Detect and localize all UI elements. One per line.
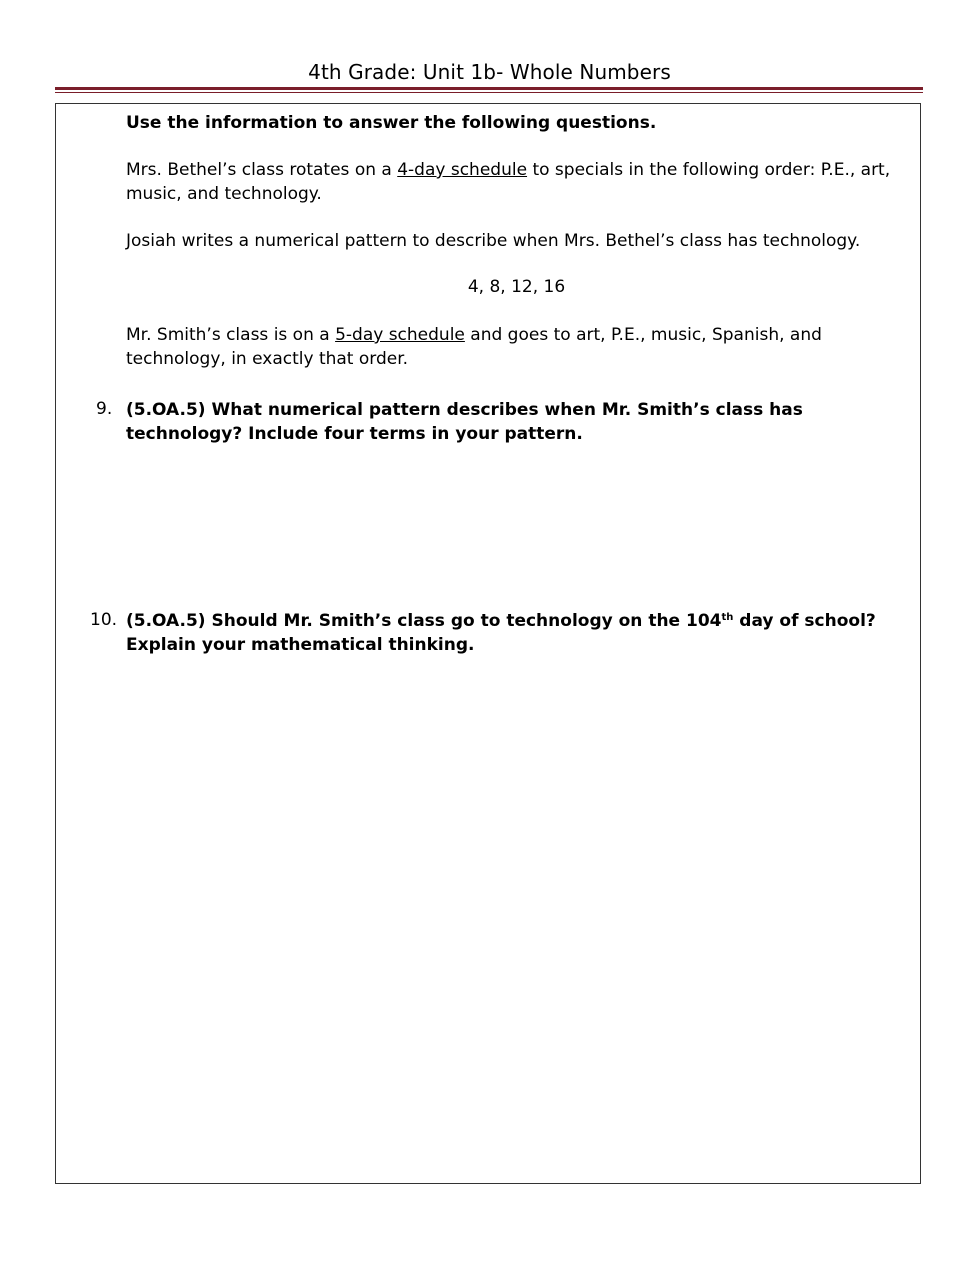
instruction-text: Use the information to answer the following questions. bbox=[126, 113, 657, 133]
question-number: 10. bbox=[90, 610, 118, 630]
josiah-paragraph: Josiah writes a numerical pattern to describe when Mrs. Bethel’s class has technology. bbox=[126, 231, 861, 251]
smith-schedule-underlined: 5-day schedule bbox=[335, 325, 465, 345]
bethel-schedule-paragraph bbox=[126, 159, 916, 206]
question-text-before: (5.OA.5) Should Mr. Smith’s class go to technology on the 104 bbox=[126, 611, 722, 631]
question-text: (5.OA.5) What numerical pattern describes when Mr. Smith’s class has technology? Include four terms in your pattern. bbox=[126, 400, 803, 444]
question-text-after: day of school? Explain your mathematical thinking. bbox=[126, 611, 876, 655]
ordinal-superscript: th bbox=[721, 612, 734, 623]
header-rule-thin bbox=[55, 92, 923, 93]
smith-text-after: and goes to art, P.E., music, Spanish, and technology, in exactly that order. bbox=[126, 325, 822, 369]
page-title: 4th Grade: Unit 1b- Whole Numbers bbox=[308, 60, 671, 84]
bethel-text-before: Mrs. Bethel’s class rotates on a bbox=[126, 160, 398, 180]
header-rule-thick bbox=[55, 87, 923, 90]
pattern-sequence: 4, 8, 12, 16 bbox=[467, 277, 566, 297]
smith-text-before: Mr. Smith’s class is on a bbox=[126, 325, 336, 345]
question-number: 9. bbox=[96, 399, 113, 419]
smith-schedule-paragraph bbox=[126, 324, 916, 371]
question-text bbox=[126, 610, 916, 657]
bethel-text-after: to specials in the following order: P.E., art, music, and technology. bbox=[126, 160, 891, 204]
bethel-schedule-underlined: 4-day schedule bbox=[397, 160, 528, 180]
